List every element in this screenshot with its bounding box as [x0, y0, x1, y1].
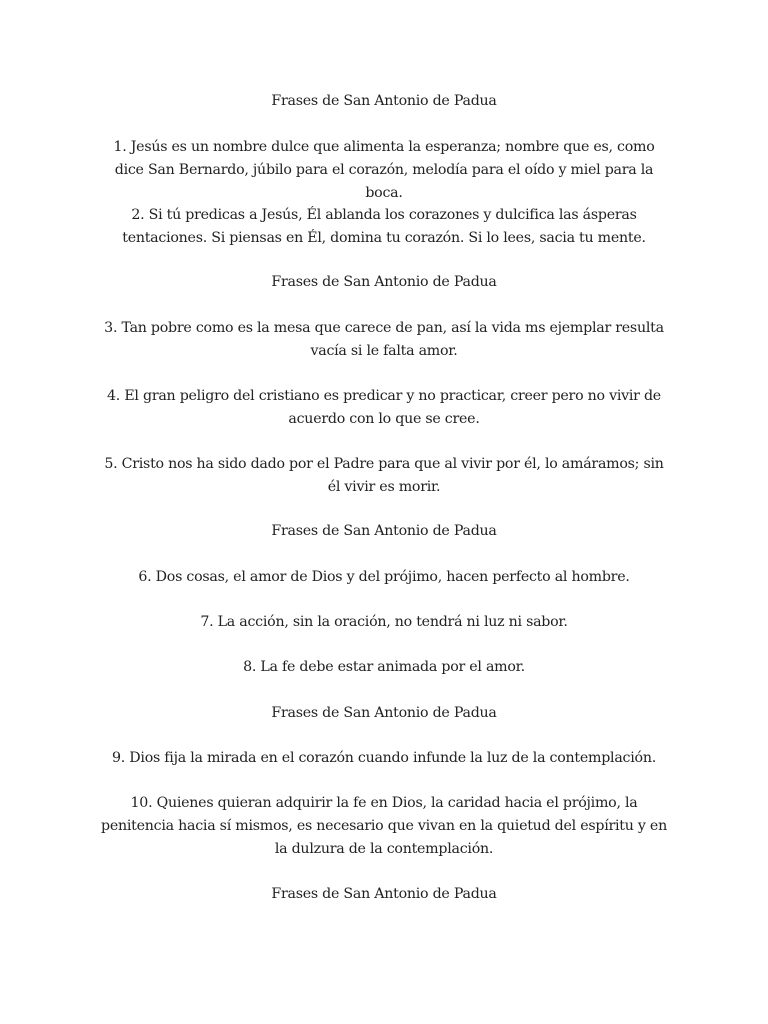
quote-3: 3. Tan pobre como es la mesa que carece de pan, así la vida ms ejemplar resulta vacía si le falta amor.: [104, 320, 664, 359]
quote-5: 5. Cristo nos ha sido dado por el Padre para que al vivir por él, lo amáramos; sin él vivir es morir.: [104, 456, 664, 495]
quote-8: 8. La fe debe estar animada por el amor.: [243, 659, 525, 675]
section-heading: Frases de San Antonio de Padua: [271, 705, 497, 721]
quote-4: 4. El gran peligro del cristiano es predicar y no practicar, creer pero no vivir de acuerdo con lo que se cree.: [107, 388, 661, 427]
quote-10: 10. Quienes quieran adquirir la fe en Dios, la caridad hacia el prójimo, la penitencia hacia sí mismos, es necesario que vivan en la quietud del espíritu y en la dulzura de la contemplación.: [101, 795, 667, 857]
section-heading: Frases de San Antonio de Padua: [271, 93, 497, 109]
section-heading: Frases de San Antonio de Padua: [271, 886, 497, 902]
quote-6: 6. Dos cosas, el amor de Dios y del prójimo, hacen perfecto al hombre.: [138, 569, 630, 585]
quote-1: 1. Jesús es un nombre dulce que alimenta la esperanza; nombre que es, como dice San Bernardo, júbilo para el corazón, melodía para el oído y miel para la boca.: [113, 139, 655, 201]
quote-7: 7. La acción, sin la oración, no tendrá ni luz ni sabor.: [200, 614, 568, 630]
section-heading: Frases de San Antonio de Padua: [271, 274, 497, 290]
quote-9: 9. Dios fija la mirada en el corazón cuando infunde la luz de la contemplación.: [112, 750, 656, 766]
quote-2: 2. Si tú predicas a Jesús, Él ablanda los corazones y dulcifica las ásperas tentaciones. Si piensas en Él, domina tu corazón. Si lo lees, sacia tu mente.: [122, 207, 646, 246]
section-heading: Frases de San Antonio de Padua: [271, 523, 497, 539]
